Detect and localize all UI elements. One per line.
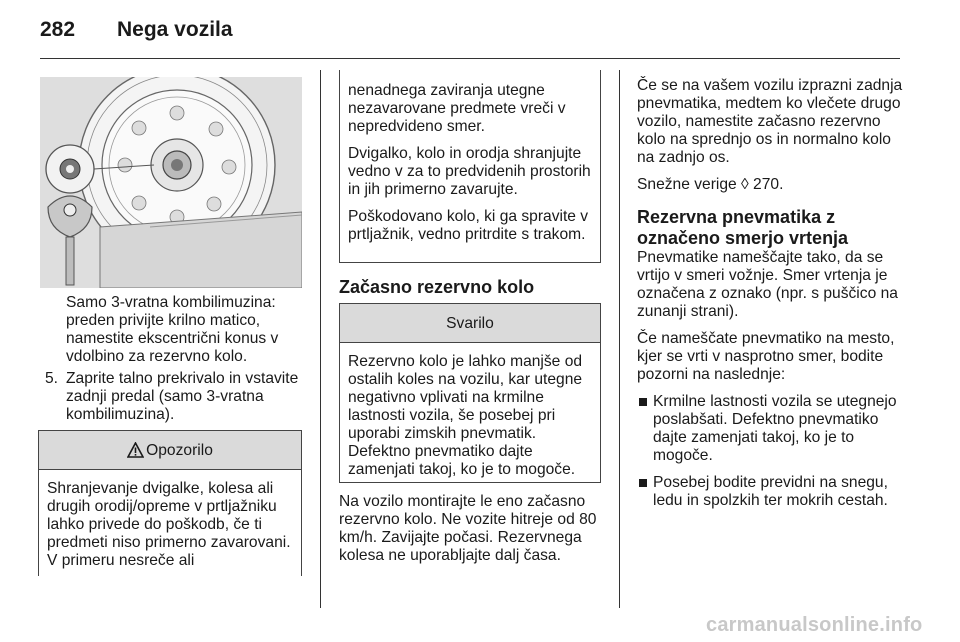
bullet-square-icon bbox=[639, 479, 647, 487]
figure-caption: Samo 3-vratna kombilimuzina: preden privijte krilno matico, namestite ekscentrični konus v vdolbino za rezervno kolo. bbox=[66, 294, 279, 365]
section-heading-temporary-spare: Začasno rezervno kolo bbox=[339, 277, 535, 297]
bullet-square-icon bbox=[639, 398, 647, 406]
snow-chains-reference: Snežne verige ◊ 270. bbox=[637, 176, 784, 193]
column-divider-1 bbox=[320, 70, 321, 608]
bullet-text: Krmilne lastnosti vozila se utegnejo poslabšati. Defektno pnevmatiko dajte zamenjati takoj, ko je to mogoče. bbox=[653, 393, 897, 464]
watermark: carmanualsonline.info bbox=[706, 614, 923, 636]
opposite-direction-paragraph: Če nameščate pnevmatiko na mesto, kjer se vrti v nasprotno smer, bodite pozorni na naslednje: bbox=[637, 330, 895, 383]
section-heading-directional-tyre: Rezervna pnevmatika z označeno smerjo vrtenja bbox=[637, 207, 849, 248]
right-column bbox=[637, 77, 905, 519]
list-item bbox=[637, 474, 905, 510]
page-number: 282 bbox=[40, 18, 76, 41]
warning-box-title: Opozorilo bbox=[146, 442, 213, 459]
directional-tyre-paragraph: Pnevmatike nameščajte tako, da se vrtijo v smeri vožnje. Smer vrtenja je označena z oznako (npr. s puščico na zunanji strani). bbox=[637, 249, 898, 320]
step-number: 5. bbox=[45, 370, 59, 387]
warning-box bbox=[38, 430, 302, 576]
warning-box-header bbox=[39, 431, 301, 470]
notice-box-title: Svarilo bbox=[340, 304, 600, 343]
notice-box bbox=[339, 303, 601, 483]
spare-wheel-illustration bbox=[40, 77, 302, 288]
notice-box-text: Rezervno kolo je lahko manjše od ostalih koles na vozilu, kar utegne negativno vplivati na krmilne lastnosti vozila, še posebej pri uporabi zimskih pnevmatik. Defektno pnevmatiko dajte zamenjati takoj, ko je to mogoče. bbox=[348, 353, 583, 478]
warning-box-text: Shranjevanje dvigalke, kolesa ali drugih orodij/opreme v prtljažniku lahko privede do poškodb, če ti predmeti niso primerno zavarovani. V primeru nesreče ali bbox=[47, 480, 291, 569]
step-text: Zaprite talno prekrivalo in vstavite zadnji predal (samo 3-vratna kombilimuzina). bbox=[66, 370, 299, 423]
warning-continued-text-1: nenadnega zaviranja utegne nezavarovane predmete vreči v nepredvideno smer. bbox=[348, 82, 566, 135]
warning-continued-text-3: Poškodovano kolo, ki ga spravite v prtljažnik, vedno pritrdite s trakom. bbox=[348, 208, 589, 243]
bullet-text: Posebej bodite previdni na snegu, ledu in spolzkih ter mokrih cestah. bbox=[653, 474, 888, 509]
temporary-spare-paragraph: Na vozilo montirajte le eno začasno rezervno kolo. Ne vozite hitreje od 80 km/h. Zavijajte počasi. Rezervnega kolesa ne uporabljajte dalj časa. bbox=[339, 493, 597, 564]
list-item bbox=[637, 393, 905, 465]
bullet-list bbox=[637, 393, 905, 510]
warning-triangle-icon bbox=[127, 442, 144, 458]
header-rule bbox=[40, 58, 900, 59]
page-title: Nega vozila bbox=[117, 18, 233, 41]
warning-box-continued bbox=[339, 70, 601, 263]
column-divider-2 bbox=[619, 70, 620, 608]
warning-continued-text-2: Dvigalko, kolo in orodja shranjujte vedno v za to predvidenih prostorih in jih primerno zavarujte. bbox=[348, 145, 591, 198]
rear-tyre-paragraph: Če se na vašem vozilu izprazni zadnja pnevmatika, medtem ko vlečete drugo vozilo, namestite začasno rezervno kolo na sprednjo os in normalno kolo na zadnjo os. bbox=[637, 77, 903, 166]
